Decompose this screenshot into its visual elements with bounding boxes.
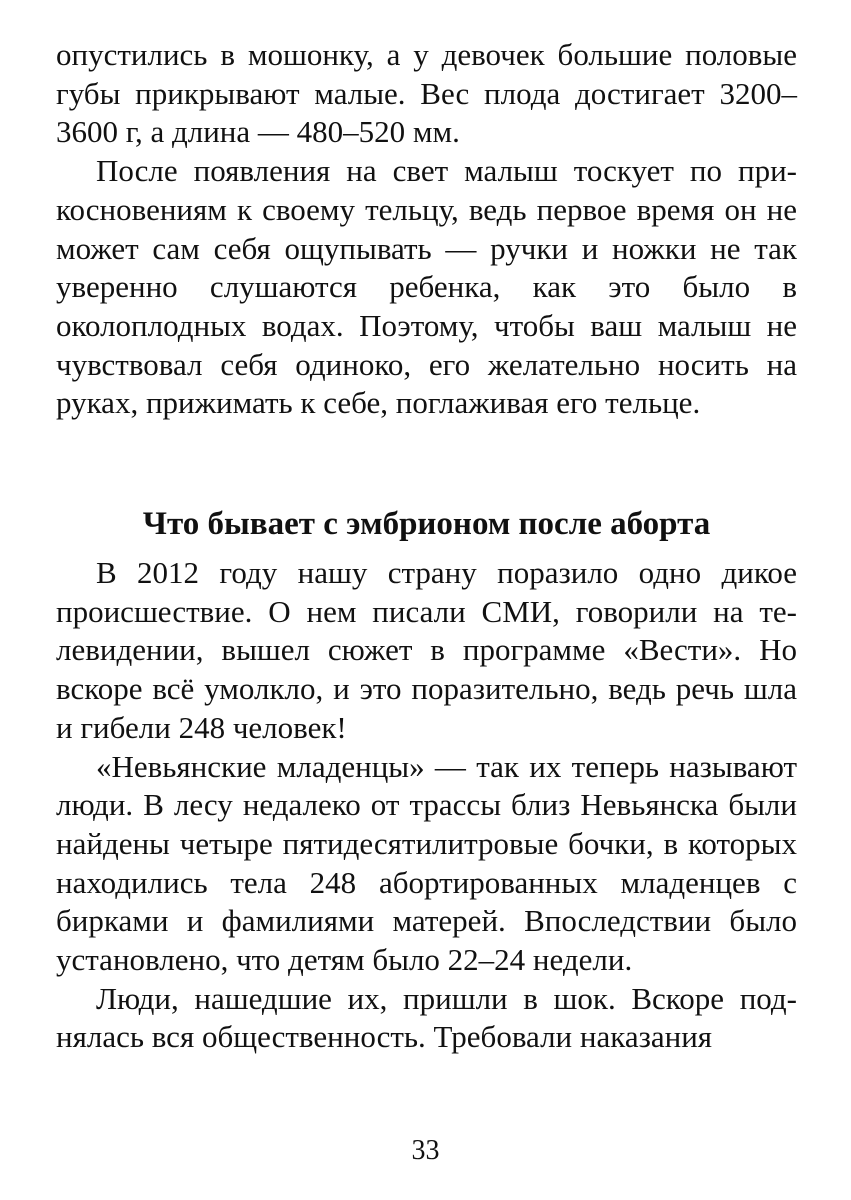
page-number: 33	[411, 1135, 440, 1166]
paragraph-continued: опустились в мошонку, а у девочек большие половые губы прикрывают малые. Вес плода достигает 3200–3600 г, а длина — 480–520 мм.	[56, 37, 797, 150]
text-block-bottom	[56, 554, 797, 1057]
paragraph-nevyansk: «Невьянские младенцы» — так их теперь называют люди. В лесу недалеко от трассы близ Невьянска были найдены четыре пятидесятилитровые бочки, в которых находились тела 248 абортированных младенцев с бирками и фамилиями матерей. Впоследствии было установлено, что детям было 22–24 недели.	[56, 748, 797, 978]
section-heading: Что бывает с эмбрионом после аборта	[142, 506, 711, 542]
text-block-top	[56, 36, 797, 423]
paragraph-newborn-touch: После появления на свет малыш тоскует по прикосновениям к своему тельцу, ведь первое время он не может сам себя ощупывать — ручки и ножки не так уверенно слушаются ребенка, как это было в околоплодных водах. Поэтому, чтобы ваш малыш не чувствовал себя одиноко, его желательно носить на руках, прижимать к себе, поглаживая его тельце.	[56, 153, 797, 421]
paragraph-public-reaction: Люди, нашедшие их, пришли в шок. Вскоре поднялась вся общественность. Требовали наказания	[56, 980, 797, 1055]
paragraph-incident-2012: В 2012 году нашу страну поразило одно дикое происшествие. О нем писали СМИ, говорили на телевидении, вышел сюжет в программе «Вести». Но вскоре всё умолкло, и это поразительно, ведь речь шла и гибели 248 человек!	[56, 555, 797, 745]
